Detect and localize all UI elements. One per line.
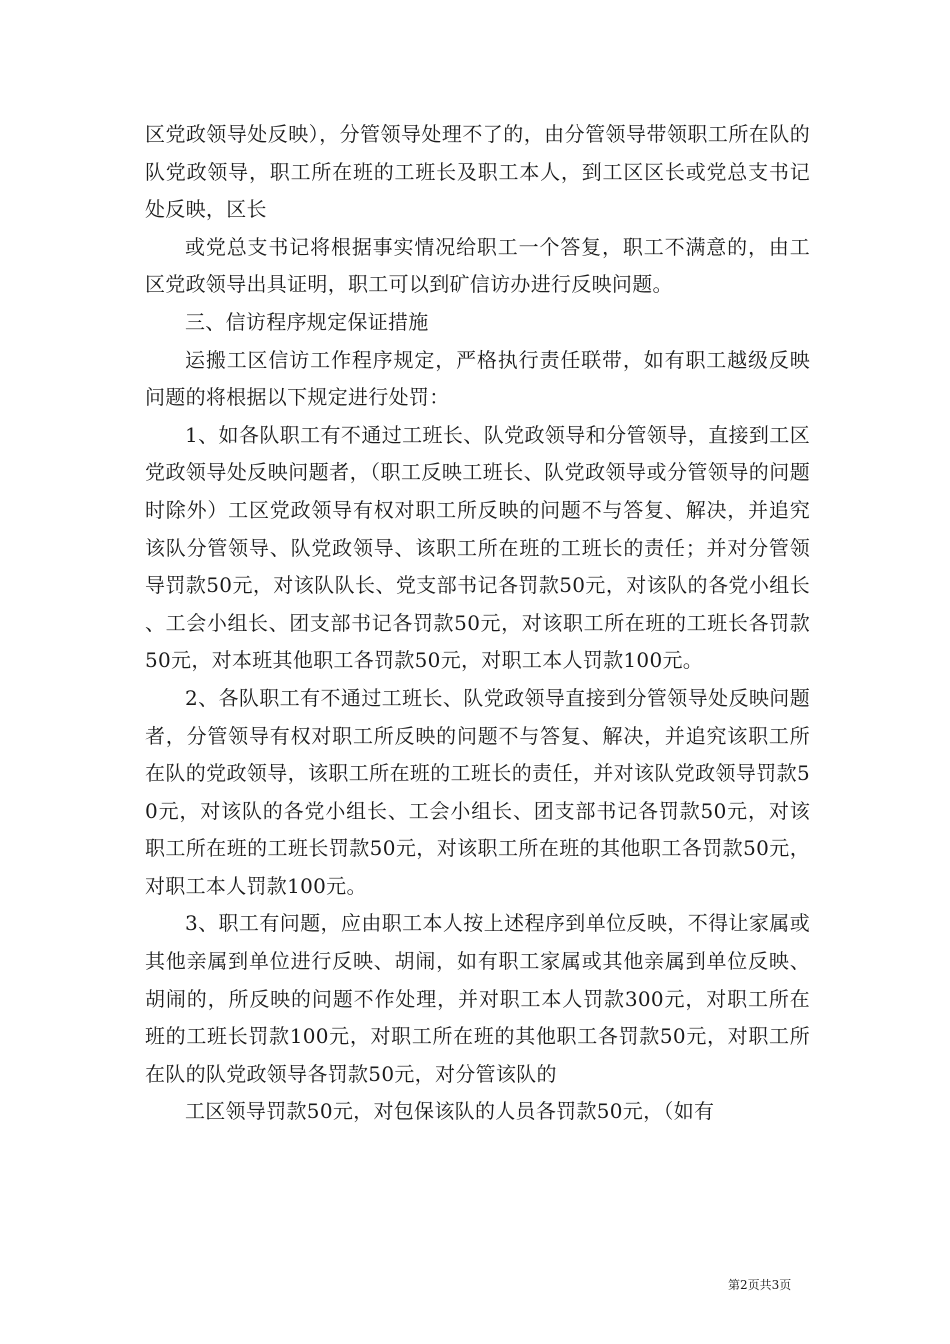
paragraph-1: 区党政领导处反映），分管领导处理不了的，由分管领导带领职工所在队的队党政领导，职工所在班的工班长及职工本人，到工区区长或党总支书记处反映，区长 [145,122,810,222]
paragraph-item-1: 1、如各队职工有不通过工班长、队党政领导和分管领导，直接到工区党政领导处反映问题者，（职工反映工班长、队党政领导或分管领导的问题时除外）工区党政领导有权对职工所反映的问题不与答复、解决，并追究该队分管领导、队党政领导、该职工所在班的工班长的责任；并对分管领导罚款50元，对该队队长、党支部书记各罚款50元，对该队的各党小组长、工会小组长、团支部书记各罚款50元，对该职工所在班的工班长各罚款50元，对本班其他职工各罚款50元，对职工本人罚款100元。 [145,422,810,673]
paragraph-item-3: 3、职工有问题，应由职工本人按上述程序到单位反映，不得让家属或其他亲属到单位进行反映、胡闹，如有职工家属或其他亲属到单位反映、胡闹的，所反映的问题不作处理，并对职工本人罚款300元，对职工所在班的工班长罚款100元，对职工所在班的其他职工各罚款50元，对职工所在队的队党政领导各罚款50元，对分管该队的 [145,911,810,1086]
section-heading: 三、信访程序规定保证措施 [185,309,429,334]
paragraph-item-2: 2、各队职工有不通过工班长、队党政领导直接到分管领导处反映问题者，分管领导有权对职工所反映的问题不与答复、解决，并追究该职工所在队的党政领导，该职工所在班的工班长的责任，并对该队党政领导罚款50元，对该队的各党小组长、工会小组长、团支部书记各罚款50元，对该职工所在班的工班长罚款50元，对该职工所在班的其他职工各罚款50元，对职工本人罚款100元。 [145,685,810,898]
document-body [145,116,810,1131]
paragraph-3: 运搬工区信访工作程序规定，严格执行责任联带，如有职工越级反映问题的将根据以下规定进行处罚： [145,347,810,410]
paragraph-continuation: 工区领导罚款50元，对包保该队的人员各罚款50元，（如有 [185,1099,715,1124]
paragraph-2: 或党总支书记将根据事实情况给职工一个答复，职工不满意的，由工区党政领导出具证明，职工可以到矿信访办进行反映问题。 [145,234,810,297]
page-number: 第2页共3页 [728,1278,792,1292]
